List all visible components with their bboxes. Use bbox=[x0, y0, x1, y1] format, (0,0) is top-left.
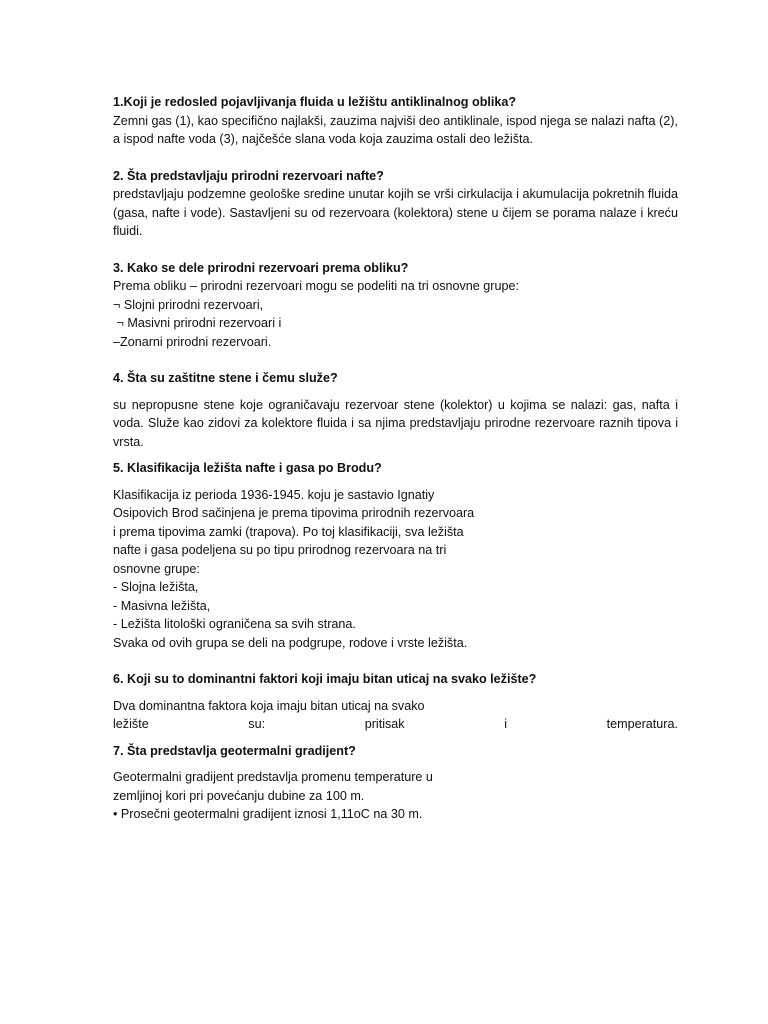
word: i bbox=[504, 717, 507, 731]
answer-4-text: su nepropusne stene koje ograničavaju rezervoar stene (kolektor) u kojima se nalazi: gas, nafta i voda. Služe kao zidovi za kolektore fluida i sa njima predstavljaju prirodne rezervoare raznih tipova i vrsta. bbox=[113, 397, 678, 449]
document-content bbox=[113, 93, 678, 824]
list-item: ¬ Slojni prirodni rezervoari, bbox=[113, 297, 264, 312]
question-4-title: 4. Šta su zaštitne stene i čemu služe? bbox=[113, 371, 338, 385]
list-item: ¬ Masivni prirodni rezervoari i bbox=[113, 316, 282, 330]
answer-5-line: Osipovich Brod sačinjena je prema tipovima prirodnih rezervoara bbox=[113, 506, 475, 520]
answer-5-line: nafte i gasa podeljena su po tipu prirodnog rezervoara na tri bbox=[113, 543, 447, 557]
answer-1-line: a ispod nafte voda (3), najčešće slana voda koja zauzima ostali deo ležišta. bbox=[113, 132, 534, 146]
word: temperatura. bbox=[606, 717, 678, 731]
question-1-title: 1.Koji je redosled pojavljivanja fluida u ležištu antiklinalnog oblika? bbox=[113, 95, 517, 109]
answer-5-line: Klasifikacija iz perioda 1936-1945. koju je sastavio Ignatiy bbox=[113, 487, 435, 502]
answer-5-line: Svaka od ovih grupa se deli na podgrupe, rodove i vrste ležišta. bbox=[113, 635, 468, 650]
word: ležište bbox=[113, 717, 149, 731]
answer-3-intro: Prema obliku – prirodni rezervoari mogu se podeliti na tri osnovne grupe: bbox=[113, 279, 520, 293]
question-7-title: 7. Šta predstavlja geotermalni gradijent? bbox=[113, 743, 356, 758]
bullet-item: • Prosečni geotermalni gradijent iznosi 1,11oC na 30 m. bbox=[113, 807, 423, 821]
answer-6-line: Dva dominantna faktora koja imaju bitan uticaj na svako bbox=[113, 698, 425, 713]
question-2-title: 2. Šta predstavljaju prirodni rezervoari nafte? bbox=[113, 168, 384, 183]
answer-2-text: predstavljaju podzemne geološke sredine unutar kojih se vrši cirkulacija i akumulacija pokretnih fluida (gasa, nafte i vode). Sastavljeni su od rezervoara (kolektora) stene u čijem se porama nalaze i kreću fluidi. bbox=[113, 187, 678, 238]
list-item: - Masivna ležišta, bbox=[113, 598, 211, 613]
word: pritisak bbox=[364, 717, 405, 731]
question-3-title: 3. Kako se dele prirodni rezervoari prema obliku? bbox=[113, 260, 409, 275]
question-5-title: 5. Klasifikacija ležišta nafte i gasa po Brodu? bbox=[113, 461, 382, 475]
answer-1-line: Zemni gas (1), kao specifično najlakši, zauzima najviši deo antiklinale, ispod njega se nalazi nafta (2), bbox=[113, 113, 678, 128]
answer-5-line: i prema tipovima zamki (trapova). Po toj klasifikaciji, sva ležišta bbox=[113, 524, 464, 539]
answer-7-line: zemljinoj kori pri povećanju dubine za 100 m. bbox=[113, 788, 365, 803]
question-6-title: 6. Koji su to dominantni faktori koji imaju bitan uticaj na svako ležište? bbox=[113, 672, 537, 686]
word: su: bbox=[248, 717, 266, 731]
list-item: - Ležišta litološki ograničena sa svih strana. bbox=[113, 617, 356, 631]
answer-5-line: osnovne grupe: bbox=[113, 561, 200, 576]
answer-7-line: Geotermalni gradijent predstavlja promenu temperature u bbox=[113, 770, 433, 784]
answer-6-justified-line bbox=[113, 715, 678, 734]
list-item: –Zonarni prirodni rezervoari. bbox=[113, 334, 272, 349]
list-item: - Slojna ležišta, bbox=[113, 580, 199, 594]
